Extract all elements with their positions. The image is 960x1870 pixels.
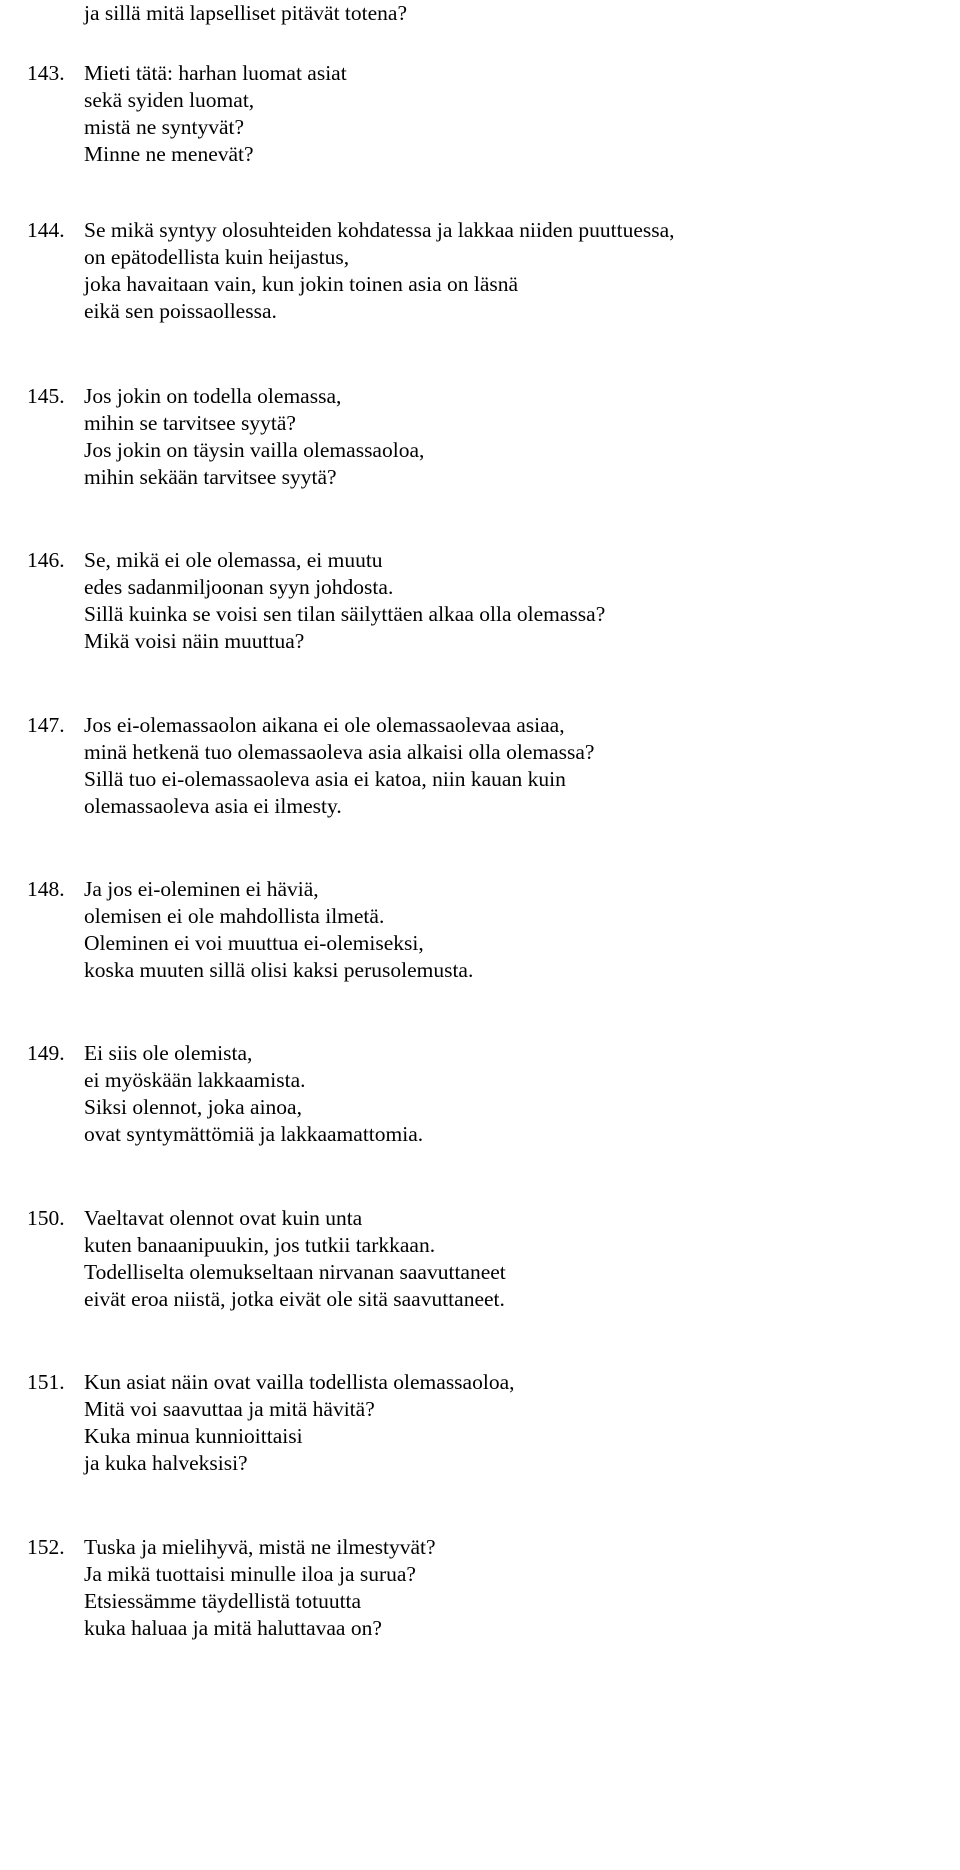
- verse-line: eikä sen poissaollessa.: [84, 299, 277, 323]
- verse-line: kuka haluaa ja mitä haluttavaa on?: [84, 1616, 382, 1640]
- verse-line: Etsiessämme täydellistä totuutta: [84, 1589, 362, 1613]
- verse-line: Kuka minua kunnioittaisi: [84, 1424, 303, 1448]
- verse-line: Vaeltavat olennot ovat kuin unta: [84, 1206, 363, 1230]
- verse-line: ei myöskään lakkaamista.: [84, 1068, 306, 1092]
- verse-line: koska muuten sillä olisi kaksi perusolemusta.: [84, 958, 474, 982]
- verse-line: Sillä tuo ei-olemassaoleva asia ei katoa, niin kauan kuin: [84, 767, 566, 791]
- verse-number: 148.: [27, 877, 65, 901]
- verse-line: mistä ne syntyvät?: [84, 115, 245, 139]
- verse-lines: [84, 383, 954, 491]
- verse-line: Jos ei-olemassaolon aikana ei ole olemassaolevaa asiaa,: [84, 713, 565, 737]
- verse-lines: [84, 60, 954, 168]
- verse-number: 144.: [27, 218, 65, 242]
- verse-line: olemisen ei ole mahdollista ilmetä.: [84, 904, 385, 928]
- verse-line: Se mikä syntyy olosuhteiden kohdatessa ja lakkaa niiden puuttuessa,: [84, 218, 675, 242]
- verse-number: 146.: [27, 548, 65, 572]
- verse-lines: [84, 1040, 954, 1148]
- verse-line: edes sadanmiljoonan syyn johdosta.: [84, 575, 394, 599]
- verse-line: mihin se tarvitsee syytä?: [84, 411, 296, 435]
- verse-lines: [84, 876, 954, 984]
- verse-line: Jos jokin on todella olemassa,: [84, 384, 342, 408]
- verse-line: eivät eroa niistä, jotka eivät ole sitä saavuttaneet.: [84, 1287, 505, 1311]
- verse-line: on epätodellista kuin heijastus,: [84, 245, 350, 269]
- verse-lines: [84, 1205, 954, 1313]
- verse-lines: [84, 1369, 954, 1477]
- verse-line: mihin sekään tarvitsee syytä?: [84, 465, 337, 489]
- verse-line: Mitä voi saavuttaa ja mitä hävitä?: [84, 1397, 375, 1421]
- verse-line: Mieti tätä: harhan luomat asiat: [84, 61, 347, 85]
- verse-number: 149.: [27, 1041, 65, 1065]
- verse-line: ja kuka halveksisi?: [84, 1451, 248, 1475]
- verse-line: Siksi olennot, joka ainoa,: [84, 1095, 302, 1119]
- verse-number: 152.: [27, 1535, 65, 1559]
- verse-line: olemassaoleva asia ei ilmesty.: [84, 794, 342, 818]
- verse-line: ovat syntymättömiä ja lakkaamattomia.: [84, 1122, 424, 1146]
- verse-line: Ja jos ei-oleminen ei häviä,: [84, 877, 319, 901]
- lead-line: ja sillä mitä lapselliset pitävät totena?: [84, 1, 407, 25]
- verse-line: Tuska ja mielihyvä, mistä ne ilmestyvät?: [84, 1535, 436, 1559]
- verse-number: 151.: [27, 1370, 65, 1394]
- verse-line: Sillä kuinka se voisi sen tilan säilyttäen alkaa olla olemassa?: [84, 602, 606, 626]
- verse-number: 150.: [27, 1206, 65, 1230]
- verse-line: Jos jokin on täysin vailla olemassaoloa,: [84, 438, 425, 462]
- verse-line: sekä syiden luomat,: [84, 88, 255, 112]
- verse-lines: [84, 547, 954, 655]
- verse-number: 147.: [27, 713, 65, 737]
- verse-number: 143.: [27, 61, 65, 85]
- verse-line: Todelliselta olemukseltaan nirvanan saavuttaneet: [84, 1260, 506, 1284]
- verse-line: Ja mikä tuottaisi minulle iloa ja surua?: [84, 1562, 416, 1586]
- verse-line: Ei siis ole olemista,: [84, 1041, 253, 1065]
- verse-line: kuten banaanipuukin, jos tutkii tarkkaan.: [84, 1233, 436, 1257]
- verse-line: joka havaitaan vain, kun jokin toinen asia on läsnä: [84, 272, 519, 296]
- verse-line: Oleminen ei voi muuttua ei-olemiseksi,: [84, 931, 424, 955]
- verse-lines: [84, 217, 954, 325]
- verse-line: Kun asiat näin ovat vailla todellista olemassaoloa,: [84, 1370, 515, 1394]
- verse-line: Minne ne menevät?: [84, 142, 254, 166]
- verse-lines: [84, 712, 954, 820]
- verse-line: Mikä voisi näin muuttua?: [84, 629, 305, 653]
- verse-line: Se, mikä ei ole olemassa, ei muutu: [84, 548, 383, 572]
- verse-lines: [84, 1534, 954, 1642]
- verse-number: 145.: [27, 384, 65, 408]
- verse-line: minä hetkenä tuo olemassaoleva asia alkaisi olla olemassa?: [84, 740, 595, 764]
